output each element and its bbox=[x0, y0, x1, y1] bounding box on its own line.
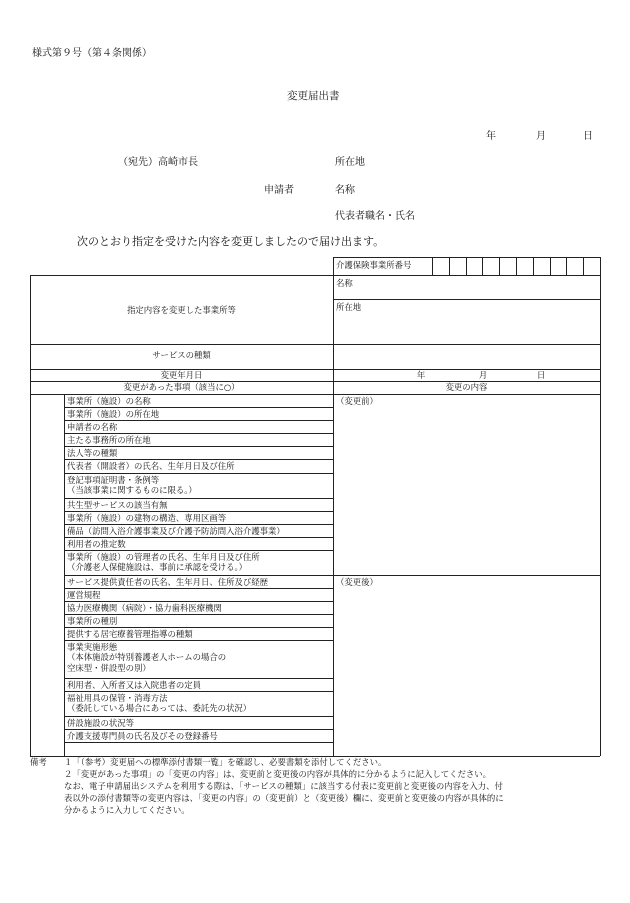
changed-item-13: サービス提供責任者の氏名、生年月日、住所及び経歴 bbox=[67, 576, 268, 587]
note-line-5: 分かるように入力してください。 bbox=[64, 805, 190, 815]
table-rule bbox=[64, 716, 333, 717]
changed-item-21: 併設施設の状況等 bbox=[67, 717, 134, 728]
office-number-box bbox=[516, 257, 517, 276]
table-rule bbox=[64, 511, 333, 512]
table-rule bbox=[333, 299, 600, 300]
table-left-border bbox=[30, 275, 31, 756]
changed-item-16: 事業所の種別 bbox=[67, 615, 118, 626]
change-date-label: 変更年月日 bbox=[160, 370, 203, 380]
date-month: 月 bbox=[536, 131, 546, 142]
changed-item-22: 介護支援専門員の氏名及びその登録番号 bbox=[67, 730, 218, 741]
table-rule bbox=[30, 381, 600, 382]
table-right-border bbox=[600, 257, 601, 756]
form-number: 様式第９号（第４条関係） bbox=[32, 48, 152, 59]
changed-item-5: 法人等の種類 bbox=[67, 447, 118, 458]
table-rule bbox=[64, 691, 333, 692]
change-content-header: 変更の内容 bbox=[445, 382, 488, 392]
note-line-4: 表以外の添付書類等の変更内容は、「変更の内容」の（変更前）と（変更後）欄に、変更前と変更後の内容が具体的に bbox=[64, 793, 504, 803]
note-line-3: なお、電子申請届出システムを利用する際は、「サービスの種類」に該当する付表に変更前と変更後の内容を入力、付 bbox=[64, 781, 503, 791]
table-mid-border bbox=[333, 257, 334, 756]
before-after-divider bbox=[333, 575, 600, 576]
office-label: 指定内容を変更した事業所等 bbox=[127, 305, 236, 315]
table-rule bbox=[64, 640, 333, 641]
changed-items-header: 変更があった事項（該当に○） bbox=[123, 382, 240, 392]
changed-item-8: 共生型サービスの該当有無 bbox=[67, 499, 168, 510]
table-rule bbox=[64, 550, 333, 551]
table-rule bbox=[64, 459, 333, 460]
changed-item-4: 主たる事務所の所在地 bbox=[67, 434, 151, 445]
table-rule bbox=[64, 575, 333, 576]
table-rule bbox=[333, 257, 600, 258]
table-rule bbox=[64, 627, 333, 628]
changed-item-2: 事業所（施設）の所在地 bbox=[67, 408, 160, 419]
changed-item-1: 事業所（施設）の名称 bbox=[67, 395, 151, 406]
intro-text: 次のとおり指定を受けた内容を変更しましたので届け出ます。 bbox=[77, 235, 385, 248]
changed-item-18: 事業実施形態 （本体施設が特別養護老人ホームの場合の 空床型・併設型の別） bbox=[67, 641, 227, 673]
table-rule bbox=[30, 275, 600, 276]
changed-item-20: 福祉用具の保管・消毒方法 （委託している場合にあっては、委託先の状況） bbox=[67, 692, 252, 713]
office-address-label: 所在地 bbox=[336, 302, 362, 312]
office-number-box bbox=[600, 257, 601, 276]
table-rule bbox=[64, 729, 333, 730]
office-number-box bbox=[432, 257, 433, 276]
office-number-box bbox=[550, 257, 551, 276]
applicant-name-label: 名称 bbox=[335, 185, 355, 196]
table-rule bbox=[64, 742, 333, 743]
changed-item-15: 協力医療機関（病院）・協力歯科医療機関 bbox=[67, 602, 222, 613]
office-name-label: 名称 bbox=[336, 278, 353, 288]
changed-item-12: 事業所（施設）の管理者の氏名、生年月日及び住所 （介護老人保健施設は、事前に承認を受ける。） bbox=[67, 551, 260, 572]
table-rule bbox=[64, 420, 333, 421]
office-number-box bbox=[482, 257, 483, 276]
changed-item-17: 提供する居宅療養管理指導の種類 bbox=[67, 628, 193, 639]
changed-item-3: 申請者の名称 bbox=[67, 421, 118, 432]
changed-item-6: 代表者（開設者）の氏名、生年月日及び住所 bbox=[67, 460, 235, 471]
before-label: （変更前） bbox=[336, 396, 378, 406]
table-rule bbox=[64, 678, 333, 679]
changed-item-19: 利用者、入所者又は入院患者の定員 bbox=[67, 679, 201, 690]
changed-item-7: 登記事項証明書・条例等 （当該事業に関するものに限る。） bbox=[67, 474, 197, 495]
applicant-representative-label: 代表者職名・氏名 bbox=[335, 211, 415, 222]
note-line-2: ２「変更があった事項」の「変更の内容」は、変更前と変更後の内容が具体的に分かるように記入してください。 bbox=[64, 769, 492, 779]
office-number-box bbox=[533, 257, 534, 276]
service-type-label: サービスの種類 bbox=[152, 350, 211, 360]
table-rule bbox=[64, 473, 333, 474]
office-number-box bbox=[566, 257, 567, 276]
applicant-label: 申請者 bbox=[264, 185, 294, 196]
addressee: （宛先）高崎市長 bbox=[118, 157, 198, 168]
date-year: 年 bbox=[486, 131, 496, 142]
note-line-1: １「（参考）変更届への標準添付書類一覧」を確認し、必要書類を添付してください。 bbox=[64, 757, 387, 767]
document-title: 変更届出書 bbox=[287, 90, 340, 102]
changed-item-11: 利用者の推定数 bbox=[67, 538, 126, 549]
office-number-box bbox=[449, 257, 450, 276]
table-rule bbox=[64, 407, 333, 408]
table-rule bbox=[64, 433, 333, 434]
table-rule bbox=[64, 537, 333, 538]
notes-label: 備考 bbox=[30, 757, 47, 767]
change-date-month: 月 bbox=[478, 370, 488, 380]
table-rule bbox=[64, 524, 333, 525]
after-label: （変更後） bbox=[336, 577, 378, 587]
item-column-border bbox=[64, 394, 65, 756]
table-rule bbox=[64, 614, 333, 615]
changed-item-9: 事業所（施設）の建物の構造、専用区画等 bbox=[67, 512, 227, 523]
office-number-box bbox=[466, 257, 467, 276]
table-rule bbox=[64, 601, 333, 602]
changed-item-10: 備品（訪問入浴介護事業及び介護予防訪問入浴介護事業） bbox=[67, 525, 285, 536]
table-rule bbox=[30, 394, 600, 395]
table-rule bbox=[64, 498, 333, 499]
applicant-address-label: 所在地 bbox=[335, 157, 365, 168]
table-rule bbox=[30, 344, 600, 345]
office-number-box bbox=[583, 257, 584, 276]
office-number-label: 介護保険事業所番号 bbox=[336, 260, 412, 270]
change-date-day: 日 bbox=[536, 370, 546, 380]
table-rule bbox=[64, 446, 333, 447]
date-day: 日 bbox=[583, 131, 593, 142]
changed-item-14: 運営規程 bbox=[67, 589, 101, 600]
table-rule bbox=[30, 369, 600, 370]
change-date-year: 年 bbox=[416, 370, 426, 380]
table-rule bbox=[64, 588, 333, 589]
office-number-box bbox=[499, 257, 500, 276]
